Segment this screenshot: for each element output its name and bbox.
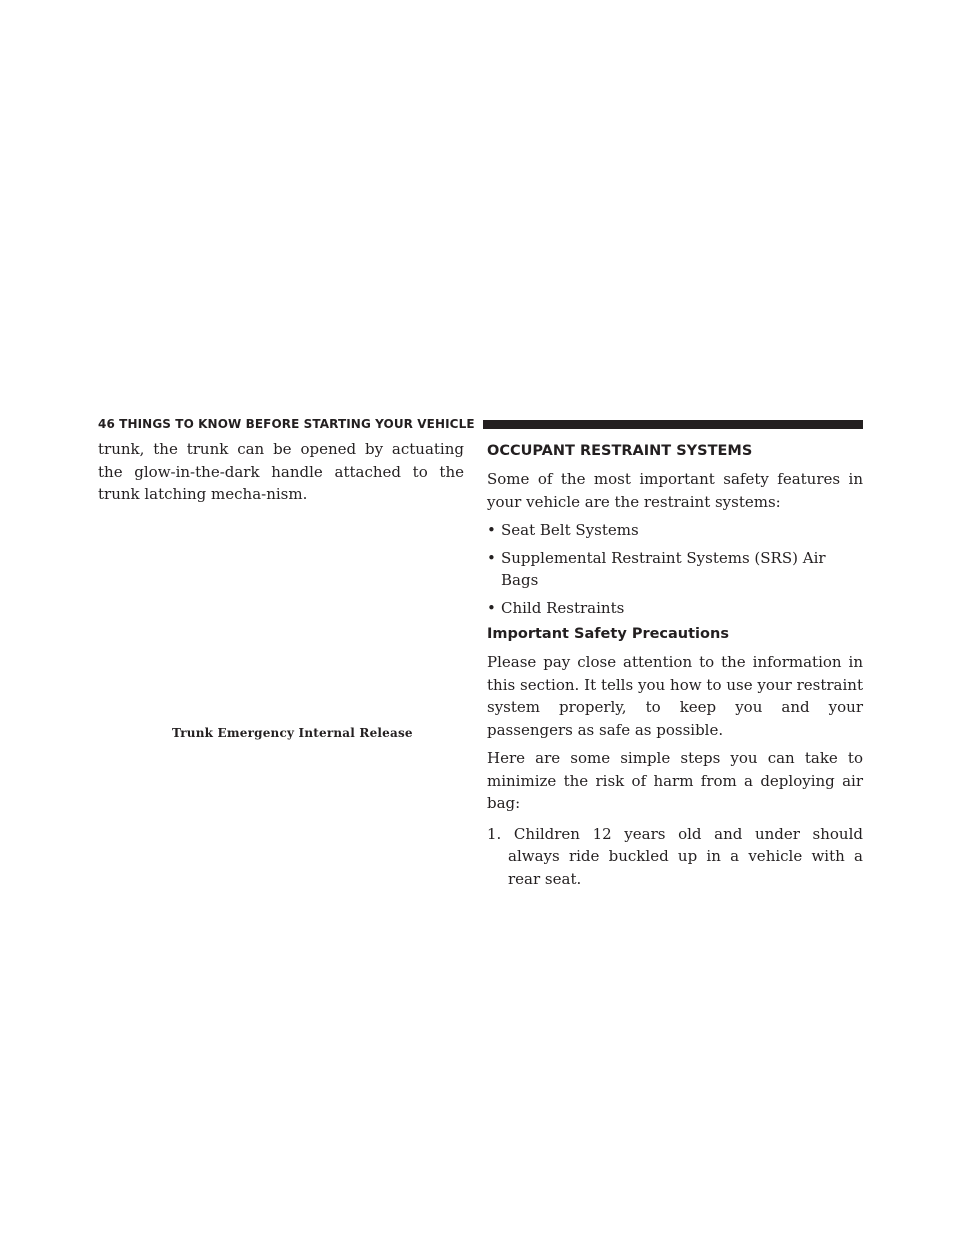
precautions-paragraph: Please pay close attention to the information in this section. It tells you how to use your restraint system properly, to keep you and your passengers as safe as possible. (487, 653, 863, 739)
bullet-icon: • (487, 521, 496, 539)
list-item (487, 547, 863, 591)
header-rule (483, 420, 863, 429)
bullet-icon: • (487, 549, 496, 567)
list-item-text: Seat Belt Systems (501, 521, 639, 539)
right-column (487, 438, 863, 890)
intro-paragraph: Some of the most important safety features in your vehicle are the restraint systems: (487, 470, 863, 511)
section-title: OCCUPANT RESTRAINT SYSTEMS (487, 443, 753, 459)
numbered-item: 1. Children 12 years old and under should always ride buckled up in a vehicle with a rear seat. (487, 824, 863, 888)
list-item (487, 519, 863, 541)
steps-paragraph: Here are some simple steps you can take to minimize the risk of harm from a deploying air bag: (487, 749, 863, 812)
bullet-icon: • (487, 599, 496, 617)
left-column (98, 438, 464, 506)
list-item (487, 597, 863, 619)
list-item-text: Supplemental Restraint Systems (SRS) Air Bags (501, 549, 826, 589)
figure-caption: Trunk Emergency Internal Release (172, 726, 413, 740)
restraint-list (487, 519, 863, 619)
page-number-and-chapter: 46 THINGS TO KNOW BEFORE STARTING YOUR VEHICLE (98, 417, 475, 431)
list-item-text: Child Restraints (501, 599, 625, 617)
page-header (98, 416, 863, 432)
subsection-title: Important Safety Precautions (487, 626, 729, 642)
continued-paragraph: trunk, the trunk can be opened by actuating the glow-in-the-dark handle attached to the trunk latching mecha-nism. (98, 440, 464, 503)
